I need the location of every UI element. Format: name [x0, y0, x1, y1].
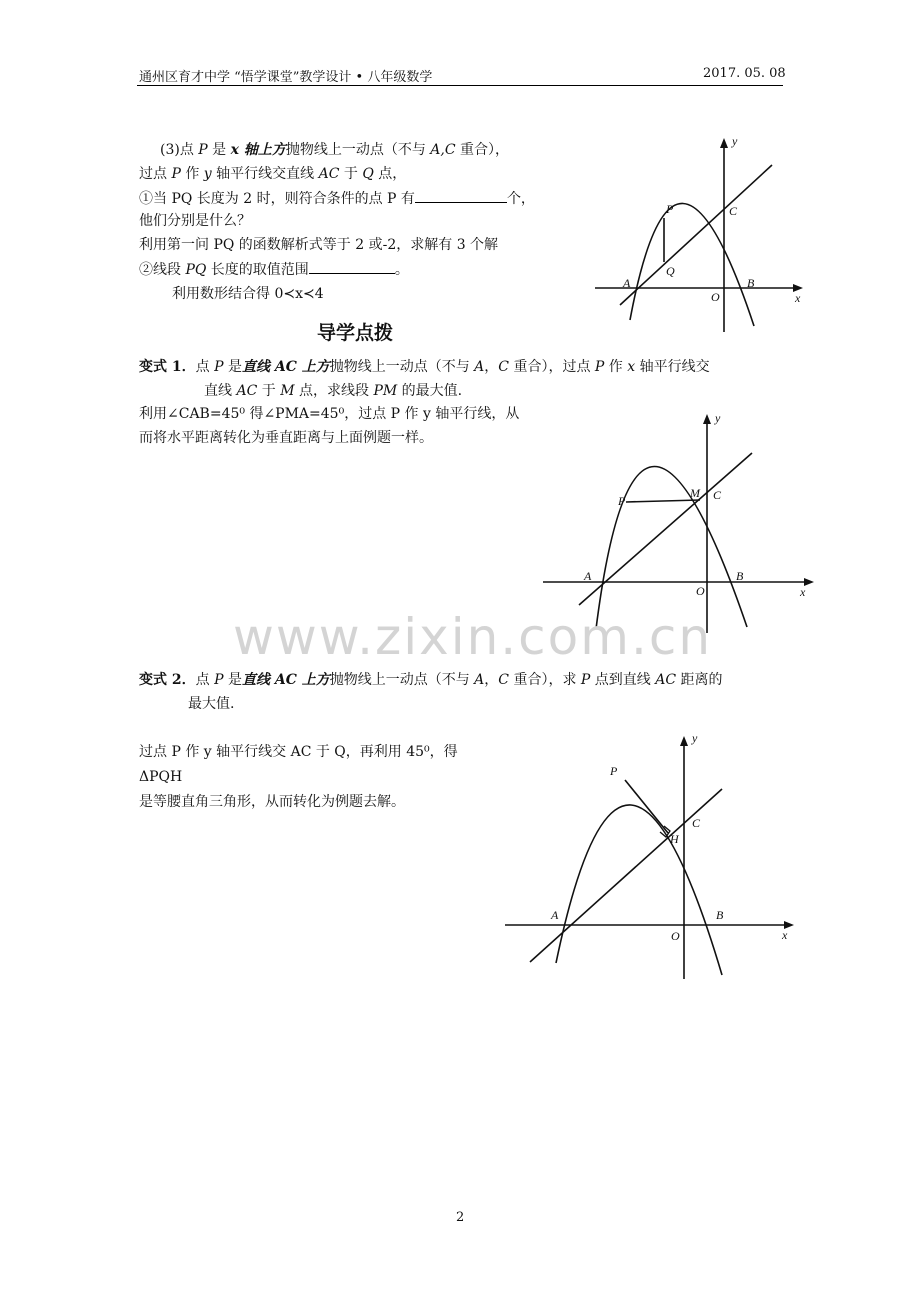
parabola [630, 203, 754, 326]
label-b: B [747, 276, 755, 290]
y-axis-arrow [703, 414, 711, 424]
variant2-line2: 最大值. [188, 696, 235, 712]
line-ac [530, 789, 722, 962]
variant1-line2: 直线 AC 于 M 点，求线段 PM 的最大值. [204, 383, 463, 399]
label-p: P [618, 494, 626, 508]
label-a: A [584, 569, 592, 583]
segment-ph [625, 780, 668, 833]
label-b: B [716, 908, 724, 922]
parabola [556, 805, 722, 975]
graph-variant2 [500, 727, 800, 982]
variant2-note-line2: ΔPQH [139, 769, 183, 785]
part3-question2: ②线段 PQ 长度的取值范围 。 [139, 259, 409, 280]
header-school-title: 通州区育才中学 “悟学课堂”教学设计 • 八年级数学 [139, 70, 433, 85]
label-p: P [610, 764, 618, 778]
answer-blank-range [309, 259, 395, 274]
part3-line1: (3)点 P 是 x 轴上方抛物线上一动点（不与 A,C 重合）， [160, 142, 510, 158]
label-p: P [666, 202, 674, 216]
section-title: 导学点拨 [317, 322, 394, 344]
label-h: H [670, 832, 679, 846]
label-y: y [692, 731, 698, 745]
graph-variant1 [540, 405, 820, 637]
segment-pm [626, 500, 700, 502]
parabola [596, 466, 747, 629]
part3-note2: 利用数形结合得 0≺x≺4 [172, 286, 324, 302]
label-a: A [623, 276, 631, 290]
label-x: x [800, 585, 806, 599]
variant2-note-line3: 是等腰直角三角形，从而转化为例题去解。 [139, 794, 405, 810]
label-b: B [736, 569, 744, 583]
page-number: 2 [456, 1210, 465, 1225]
header-divider [137, 85, 783, 86]
graph-part3 [590, 130, 810, 336]
watermark: www.zixin.com.cn [233, 608, 713, 666]
label-y: y [732, 134, 738, 148]
y-axis-arrow [680, 736, 688, 746]
part3-question1: ①当 PQ 长度为 2 时，则符合条件的点 P 有 个， [139, 188, 535, 209]
part3-note1: 利用第一问 PQ 的函数解析式等于 2 或-2，求解有 3 个解 [139, 237, 499, 253]
label-o: O [711, 290, 720, 304]
label-o: O [671, 929, 680, 943]
label-c: C [713, 488, 722, 502]
variant2-line1: 变式 2．点 P 是直线 AC 上方抛物线上一动点（不与 A，C 重合），求 P 点到直线 AC 距离的 [139, 672, 723, 688]
label-q: Q [666, 264, 675, 278]
label-c: C [729, 204, 738, 218]
label-a: A [551, 908, 559, 922]
variant1-line1: 变式 1．点 P 是直线 AC 上方抛物线上一动点（不与 A，C 重合），过点 P 作 x 轴平行线交 [139, 359, 710, 375]
variant1-note-line2: 而将水平距离转化为垂直距离与上面例题一样。 [139, 430, 433, 446]
header-date: 2017. 05. 08 [703, 66, 786, 81]
label-m: M [690, 486, 700, 500]
label-c: C [692, 816, 701, 830]
part3-question1-followup: 他们分别是什么？ [139, 213, 251, 229]
label-y: y [715, 411, 721, 425]
y-axis-arrow [720, 138, 728, 148]
variant1-note-line1: 利用∠CAB=45⁰ 得∠PMA=45⁰，过点 P 作 y 轴平行线，从 [139, 406, 520, 422]
part3-line2: 过点 P 作 y 轴平行线交直线 AC 于 Q 点， [139, 166, 407, 182]
x-axis-arrow [804, 578, 814, 586]
answer-blank-count [415, 188, 507, 203]
label-x: x [782, 928, 788, 942]
variant2-note-line1: 过点 P 作 y 轴平行线交 AC 于 Q，再利用 45⁰，得 [139, 744, 458, 760]
label-o: O [696, 584, 705, 598]
label-x: x [795, 291, 801, 305]
